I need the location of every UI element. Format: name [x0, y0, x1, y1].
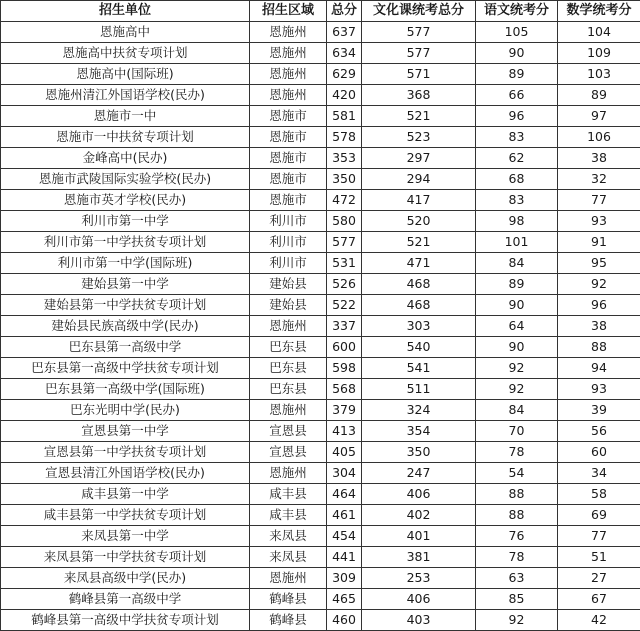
total-cell: 460 [327, 610, 362, 631]
region-cell: 巴东县 [250, 379, 327, 400]
math-cell: 94 [558, 358, 640, 379]
culture-total-cell: 324 [362, 400, 476, 421]
total-cell: 405 [327, 442, 362, 463]
table-row [1, 358, 640, 379]
chinese-cell: 92 [476, 610, 558, 631]
culture-total-cell: 521 [362, 232, 476, 253]
school-cell: 利川市第一中学(国际班) [1, 253, 250, 274]
chinese-cell: 76 [476, 526, 558, 547]
table-row [1, 64, 640, 85]
region-cell: 咸丰县 [250, 484, 327, 505]
culture-total-cell: 402 [362, 505, 476, 526]
school-cell: 建始县民族高级中学(民办) [1, 316, 250, 337]
math-cell: 106 [558, 127, 640, 148]
chinese-cell: 90 [476, 43, 558, 64]
math-cell: 96 [558, 295, 640, 316]
table-row [1, 148, 640, 169]
total-cell: 379 [327, 400, 362, 421]
table-row [1, 211, 640, 232]
total-cell: 581 [327, 106, 362, 127]
chinese-cell: 84 [476, 400, 558, 421]
table-row [1, 22, 640, 43]
region-cell: 宣恩县 [250, 421, 327, 442]
culture-total-cell: 417 [362, 190, 476, 211]
total-cell: 464 [327, 484, 362, 505]
math-cell: 69 [558, 505, 640, 526]
total-cell: 629 [327, 64, 362, 85]
chinese-cell: 89 [476, 64, 558, 85]
chinese-cell: 90 [476, 337, 558, 358]
math-cell: 89 [558, 85, 640, 106]
math-cell: 60 [558, 442, 640, 463]
math-cell: 95 [558, 253, 640, 274]
total-cell: 526 [327, 274, 362, 295]
region-cell: 利川市 [250, 232, 327, 253]
culture-total-cell: 577 [362, 43, 476, 64]
culture-total-cell: 406 [362, 484, 476, 505]
chinese-cell: 85 [476, 589, 558, 610]
culture-total-cell: 523 [362, 127, 476, 148]
chinese-cell: 62 [476, 148, 558, 169]
total-cell: 337 [327, 316, 362, 337]
total-cell: 578 [327, 127, 362, 148]
chinese-cell: 92 [476, 379, 558, 400]
region-cell: 来凤县 [250, 547, 327, 568]
region-cell: 宣恩县 [250, 442, 327, 463]
total-cell: 568 [327, 379, 362, 400]
school-cell: 鹤峰县第一高级中学扶贫专项计划 [1, 610, 250, 631]
math-cell: 58 [558, 484, 640, 505]
table-row [1, 232, 640, 253]
region-cell: 鹤峰县 [250, 610, 327, 631]
school-cell: 巴东县第一高级中学 [1, 337, 250, 358]
math-cell: 32 [558, 169, 640, 190]
table-row [1, 568, 640, 589]
table-row [1, 274, 640, 295]
school-cell: 宣恩县第一中学 [1, 421, 250, 442]
culture-total-cell: 406 [362, 589, 476, 610]
header-region: 招生区域 [250, 1, 327, 22]
region-cell: 恩施州 [250, 43, 327, 64]
culture-total-cell: 253 [362, 568, 476, 589]
region-cell: 恩施市 [250, 127, 327, 148]
table-row [1, 610, 640, 631]
table-row [1, 337, 640, 358]
math-cell: 104 [558, 22, 640, 43]
math-cell: 92 [558, 274, 640, 295]
region-cell: 利川市 [250, 211, 327, 232]
culture-total-cell: 521 [362, 106, 476, 127]
header-culture-total: 文化课统考总分 [362, 1, 476, 22]
region-cell: 恩施州 [250, 22, 327, 43]
culture-total-cell: 368 [362, 85, 476, 106]
math-cell: 42 [558, 610, 640, 631]
total-cell: 454 [327, 526, 362, 547]
chinese-cell: 98 [476, 211, 558, 232]
table-row [1, 379, 640, 400]
chinese-cell: 101 [476, 232, 558, 253]
table-row [1, 106, 640, 127]
math-cell: 38 [558, 316, 640, 337]
chinese-cell: 66 [476, 85, 558, 106]
table-row [1, 526, 640, 547]
table-row [1, 253, 640, 274]
culture-total-cell: 303 [362, 316, 476, 337]
region-cell: 恩施州 [250, 568, 327, 589]
culture-total-cell: 297 [362, 148, 476, 169]
culture-total-cell: 471 [362, 253, 476, 274]
culture-total-cell: 247 [362, 463, 476, 484]
culture-total-cell: 520 [362, 211, 476, 232]
total-cell: 522 [327, 295, 362, 316]
school-cell: 恩施市一中 [1, 106, 250, 127]
school-cell: 恩施高中(国际班) [1, 64, 250, 85]
region-cell: 恩施市 [250, 190, 327, 211]
math-cell: 34 [558, 463, 640, 484]
culture-total-cell: 381 [362, 547, 476, 568]
chinese-cell: 70 [476, 421, 558, 442]
header-total: 总分 [327, 1, 362, 22]
school-cell: 咸丰县第一中学 [1, 484, 250, 505]
culture-total-cell: 350 [362, 442, 476, 463]
math-cell: 77 [558, 190, 640, 211]
school-cell: 恩施高中扶贫专项计划 [1, 43, 250, 64]
total-cell: 531 [327, 253, 362, 274]
culture-total-cell: 401 [362, 526, 476, 547]
culture-total-cell: 468 [362, 274, 476, 295]
total-cell: 580 [327, 211, 362, 232]
total-cell: 634 [327, 43, 362, 64]
table-row [1, 85, 640, 106]
region-cell: 建始县 [250, 274, 327, 295]
school-cell: 宣恩县清江外国语学校(民办) [1, 463, 250, 484]
math-cell: 88 [558, 337, 640, 358]
table-row [1, 316, 640, 337]
total-cell: 637 [327, 22, 362, 43]
total-cell: 441 [327, 547, 362, 568]
school-cell: 利川市第一中学扶贫专项计划 [1, 232, 250, 253]
region-cell: 恩施市 [250, 148, 327, 169]
school-cell: 恩施州清江外国语学校(民办) [1, 85, 250, 106]
table-row [1, 421, 640, 442]
chinese-cell: 88 [476, 505, 558, 526]
region-cell: 鹤峰县 [250, 589, 327, 610]
table-row [1, 463, 640, 484]
culture-total-cell: 577 [362, 22, 476, 43]
culture-total-cell: 540 [362, 337, 476, 358]
school-cell: 恩施市英才学校(民办) [1, 190, 250, 211]
chinese-cell: 64 [476, 316, 558, 337]
total-cell: 350 [327, 169, 362, 190]
chinese-cell: 84 [476, 253, 558, 274]
chinese-cell: 54 [476, 463, 558, 484]
chinese-cell: 63 [476, 568, 558, 589]
school-cell: 宣恩县第一中学扶贫专项计划 [1, 442, 250, 463]
total-cell: 598 [327, 358, 362, 379]
chinese-cell: 90 [476, 295, 558, 316]
region-cell: 利川市 [250, 253, 327, 274]
region-cell: 巴东县 [250, 337, 327, 358]
region-cell: 恩施州 [250, 463, 327, 484]
math-cell: 93 [558, 379, 640, 400]
region-cell: 恩施州 [250, 400, 327, 421]
school-cell: 建始县第一中学 [1, 274, 250, 295]
school-cell: 来凤县第一中学 [1, 526, 250, 547]
table-row [1, 295, 640, 316]
region-cell: 恩施州 [250, 85, 327, 106]
school-cell: 金峰高中(民办) [1, 148, 250, 169]
chinese-cell: 105 [476, 22, 558, 43]
table-row [1, 169, 640, 190]
chinese-cell: 92 [476, 358, 558, 379]
region-cell: 建始县 [250, 295, 327, 316]
culture-total-cell: 541 [362, 358, 476, 379]
math-cell: 38 [558, 148, 640, 169]
region-cell: 恩施市 [250, 169, 327, 190]
school-cell: 咸丰县第一中学扶贫专项计划 [1, 505, 250, 526]
chinese-cell: 78 [476, 547, 558, 568]
math-cell: 56 [558, 421, 640, 442]
total-cell: 472 [327, 190, 362, 211]
school-cell: 利川市第一中学 [1, 211, 250, 232]
school-cell: 来凤县第一中学扶贫专项计划 [1, 547, 250, 568]
math-cell: 51 [558, 547, 640, 568]
math-cell: 27 [558, 568, 640, 589]
chinese-cell: 89 [476, 274, 558, 295]
total-cell: 413 [327, 421, 362, 442]
school-cell: 恩施市一中扶贫专项计划 [1, 127, 250, 148]
chinese-cell: 88 [476, 484, 558, 505]
table-row [1, 547, 640, 568]
table-row [1, 190, 640, 211]
region-cell: 恩施市 [250, 106, 327, 127]
school-cell: 巴东县第一高级中学扶贫专项计划 [1, 358, 250, 379]
table-row [1, 484, 640, 505]
school-cell: 鹤峰县第一高级中学 [1, 589, 250, 610]
math-cell: 67 [558, 589, 640, 610]
math-cell: 77 [558, 526, 640, 547]
table-body [1, 22, 640, 631]
total-cell: 304 [327, 463, 362, 484]
region-cell: 恩施州 [250, 316, 327, 337]
culture-total-cell: 511 [362, 379, 476, 400]
table-row [1, 505, 640, 526]
table-row [1, 400, 640, 421]
table-row [1, 589, 640, 610]
culture-total-cell: 403 [362, 610, 476, 631]
region-cell: 来凤县 [250, 526, 327, 547]
school-cell: 巴东光明中学(民办) [1, 400, 250, 421]
table-row [1, 43, 640, 64]
school-cell: 恩施市武陵国际实验学校(民办) [1, 169, 250, 190]
math-cell: 103 [558, 64, 640, 85]
total-cell: 577 [327, 232, 362, 253]
total-cell: 420 [327, 85, 362, 106]
math-cell: 91 [558, 232, 640, 253]
school-cell: 来凤县高级中学(民办) [1, 568, 250, 589]
chinese-cell: 96 [476, 106, 558, 127]
total-cell: 465 [327, 589, 362, 610]
school-cell: 巴东县第一高级中学(国际班) [1, 379, 250, 400]
total-cell: 353 [327, 148, 362, 169]
header-math: 数学统考分 [558, 1, 640, 22]
chinese-cell: 83 [476, 190, 558, 211]
culture-total-cell: 468 [362, 295, 476, 316]
chinese-cell: 83 [476, 127, 558, 148]
total-cell: 600 [327, 337, 362, 358]
table-row [1, 442, 640, 463]
header-school: 招生单位 [1, 1, 250, 22]
math-cell: 97 [558, 106, 640, 127]
school-cell: 建始县第一中学扶贫专项计划 [1, 295, 250, 316]
chinese-cell: 68 [476, 169, 558, 190]
header-row [1, 1, 640, 22]
total-cell: 309 [327, 568, 362, 589]
math-cell: 109 [558, 43, 640, 64]
math-cell: 93 [558, 211, 640, 232]
math-cell: 39 [558, 400, 640, 421]
region-cell: 咸丰县 [250, 505, 327, 526]
chinese-cell: 78 [476, 442, 558, 463]
culture-total-cell: 571 [362, 64, 476, 85]
school-cell: 恩施高中 [1, 22, 250, 43]
culture-total-cell: 354 [362, 421, 476, 442]
table-row [1, 127, 640, 148]
region-cell: 恩施州 [250, 64, 327, 85]
total-cell: 461 [327, 505, 362, 526]
culture-total-cell: 294 [362, 169, 476, 190]
header-chinese: 语文统考分 [476, 1, 558, 22]
region-cell: 巴东县 [250, 358, 327, 379]
